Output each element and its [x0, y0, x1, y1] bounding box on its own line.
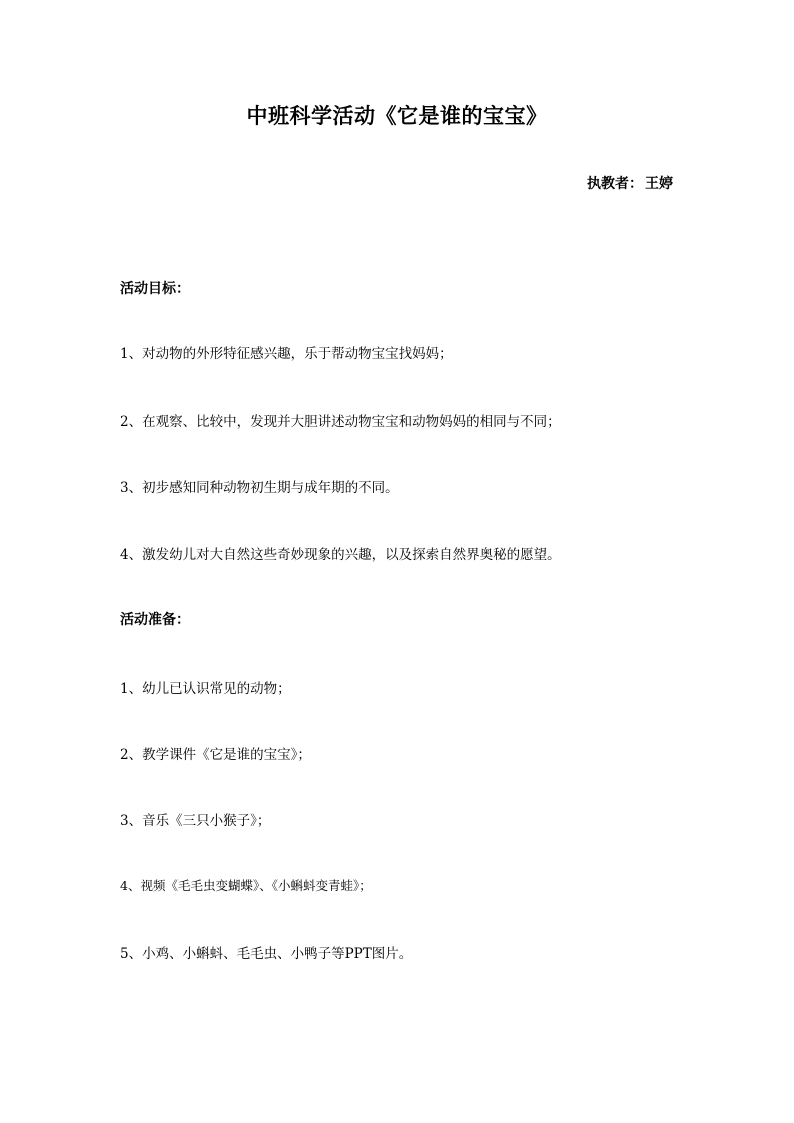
author-line	[587, 173, 673, 193]
section-heading-goals: 活动目标：	[120, 281, 190, 297]
goal-item-3: 3、初步感知同种动物初生期与成年期的不同。	[120, 480, 399, 496]
author-name: 王婷	[645, 176, 673, 192]
prep-item-1: 1、幼儿已认识常见的动物；	[120, 681, 291, 697]
goal-item-4: 4、激发幼儿对大自然这些奇妙现象的兴趣，以及探索自然界奥秘的愿望。	[120, 547, 561, 563]
section-heading-preparation: 活动准备：	[120, 612, 190, 628]
goal-item-1: 1、对动物的外形特征感兴趣，乐于帮动物宝宝找妈妈；	[120, 346, 453, 362]
prep-item-2: 2、教学课件《它是谁的宝宝》；	[120, 747, 311, 763]
prep-item-4: 4、视频《毛毛虫变蝴蝶》、《小蝌蚪变青蛙》；	[120, 878, 372, 893]
author-label: 执教者：	[587, 176, 643, 192]
goal-item-2: 2、在观察、比较中，发现并大胆讲述动物宝宝和动物妈妈的相同与不同；	[120, 414, 561, 430]
document-title: 中班科学活动《它是谁的宝宝》	[246, 104, 548, 128]
prep-item-3: 3、音乐《三只小猴子》；	[120, 813, 271, 829]
prep-item-5: 5、小鸡、小蝌蚪、毛毛虫、小鸭子等PPT图片。	[120, 946, 413, 962]
